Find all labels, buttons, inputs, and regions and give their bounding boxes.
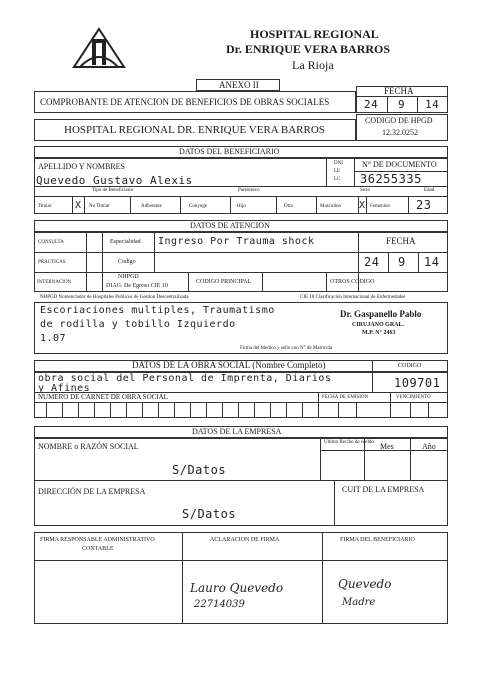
doctor-mp: M.P. N° 2463 [362, 330, 396, 336]
anio-label: Año [422, 442, 436, 451]
parentesco-label: Parentesco [238, 188, 260, 193]
nro-doc-value: 36255335 [360, 172, 422, 186]
atencion-title: DATOS DE ATENCION [190, 221, 270, 230]
firma-medico-label: Firma del Medico y sello con N° de Matricula [240, 346, 333, 351]
aclaracion-firma-label: ACLARACION DE FIRMA [210, 537, 280, 543]
cuit-label: CUIT DE LA EMPRESA [342, 485, 425, 494]
empresa-nombre-label: NOMBRE o RAZÓN SOCIAL [38, 442, 139, 451]
fecha-label: FECHA [384, 86, 414, 96]
nhpgd-label: NHPGD [118, 274, 139, 280]
cie10-footnote: CIE 10 Clasificacion Internacional de Enfermedades [300, 295, 406, 300]
beneficiario-signature: Quevedo [338, 577, 392, 591]
obra-social-title: DATOS DE LA OBRA SOCIAL (Nombre Completo) [132, 360, 326, 370]
apellido-value: Quevedo Gustavo Alexis [36, 174, 193, 187]
hijo-option: Hijo [237, 204, 246, 209]
edad-label: Edad [424, 188, 435, 193]
obra-social-codigo-label: CODIGO [398, 363, 422, 369]
masculino-option: Masculino [320, 204, 342, 209]
obra-social-name-2: y Afines [38, 383, 91, 394]
sexo-label: Sexo [360, 188, 370, 193]
nro-doc-label: N° DE DOCUMENTO [362, 160, 437, 169]
codigo-hpgd-label: CODIGO DE HPGD [365, 116, 433, 125]
empresa-title: DATOS DE LA EMPRESA [192, 427, 282, 436]
firma-responsable-label-2: CONTABLE [82, 546, 114, 552]
masculino-mark: X [359, 200, 366, 211]
atencion-fecha-anio: 14 [424, 255, 440, 269]
beneficiario-title: DATOS DEL BENEFICIARIO [179, 147, 280, 156]
no-titular-option: No Titular [89, 204, 110, 209]
aclaracion-name: Lauro Quevedo [190, 581, 284, 595]
empresa-direccion-value: S/Datos [182, 507, 237, 521]
doctor-role: CIRUJANO GRAL. [352, 322, 405, 328]
atencion-fecha-label: FECHA [386, 236, 416, 246]
vencimiento-label: VENCIMIENTO [396, 395, 431, 400]
internacion-label: INTERNACION [37, 280, 72, 285]
fecha-emision-label: FECHA DE EMISION [322, 395, 369, 400]
doctor-name: Dr. Gaspanello Pablo [340, 309, 422, 319]
apellido-label: APELLIDO Y NOMBRES [38, 162, 125, 171]
fecha-mes: 9 [398, 98, 406, 111]
obra-social-codigo: 109701 [394, 376, 441, 390]
beneficiario-relation: Madre [342, 597, 376, 608]
obra-social-name-1: obra social del Personal de Imprenta, Diarios [38, 373, 332, 384]
nhpgd-footnote: NHPGD Nomenclador de Hospitales Publicos de Gestion Descentralizada [40, 295, 189, 300]
aclaracion-number: 22714039 [194, 599, 245, 610]
codigo-label: Codigo [118, 259, 136, 265]
dni-label: DNI [334, 161, 343, 166]
carnet-label: NUMERO DE CARNET DE OBRA SOCIAL [38, 393, 168, 401]
header-hospital: HOSPITAL REGIONAL [250, 27, 379, 41]
diagnosis-line-3: 1.07 [40, 333, 67, 344]
conyuge-option: Conyuge [189, 204, 208, 209]
edad-value: 23 [416, 198, 432, 212]
atencion-fecha-dia: 24 [364, 255, 380, 269]
practicas-label: PRACTICAS [38, 260, 66, 265]
titular-mark: X [75, 200, 82, 211]
header-director: Dr. ENRIQUE VERA BARROS [226, 42, 391, 56]
codigo-hpgd-value: 12.32.0252 [382, 128, 418, 137]
header-city: La Rioja [292, 58, 334, 72]
hospital-name: HOSPITAL REGIONAL DR. ENRIQUE VERA BARROS [64, 124, 325, 136]
diagnosis-line-2: de rodilla y tobillo Izquierdo [40, 319, 236, 330]
consulta-label: CONSULTA [38, 240, 64, 245]
otro-option: Otro [284, 204, 294, 209]
hospital-logo [72, 27, 126, 71]
annex-label: ANEXO II [219, 80, 259, 90]
tipo-beneficiario-label: Tipo de Beneficiario [92, 188, 134, 193]
especialidad-value: Ingreso Por Trauma shock [158, 236, 315, 247]
firma-beneficiario-label: FIRMA DEL BENEFICIARIO [340, 537, 415, 543]
diagnosis-line-1: Escoriaciones multiples, Traumatismo [40, 305, 275, 316]
especialidad-label: Especialidad [110, 239, 141, 245]
otros-codigo-label: OTROS CODIGO [330, 279, 375, 285]
adherente-option: Adherente [141, 204, 162, 209]
fecha-anio: 14 [425, 98, 440, 111]
mes-label: Mes [380, 442, 394, 451]
comprobante-title: COMPROBANTE DE ATENCION DE BENEFICIOS DE OBRAS SOCIALES [40, 97, 330, 107]
empresa-direccion-label: DIRECCIÓN DE LA EMPRESA [38, 487, 146, 496]
lc-label: LC [334, 177, 341, 182]
ultimo-recibo-label: Ultimo Recibo de sueldo [324, 440, 374, 445]
le-label: LE [334, 169, 341, 174]
titular-option: Titular [38, 204, 52, 209]
codigo-principal-label: CODIGO PRINCIPAL [196, 279, 252, 285]
atencion-fecha-mes: 9 [398, 255, 406, 269]
diag-egreso-label: DIAG. De Egreso CIE 10 [106, 283, 168, 289]
empresa-nombre-value: S/Datos [172, 463, 227, 477]
femenino-option: Femenino [370, 204, 390, 209]
fecha-dia: 24 [364, 98, 379, 111]
firma-responsable-label-1: FIRMA RESPONSABLE ADMINISTRATIVO [40, 537, 155, 543]
